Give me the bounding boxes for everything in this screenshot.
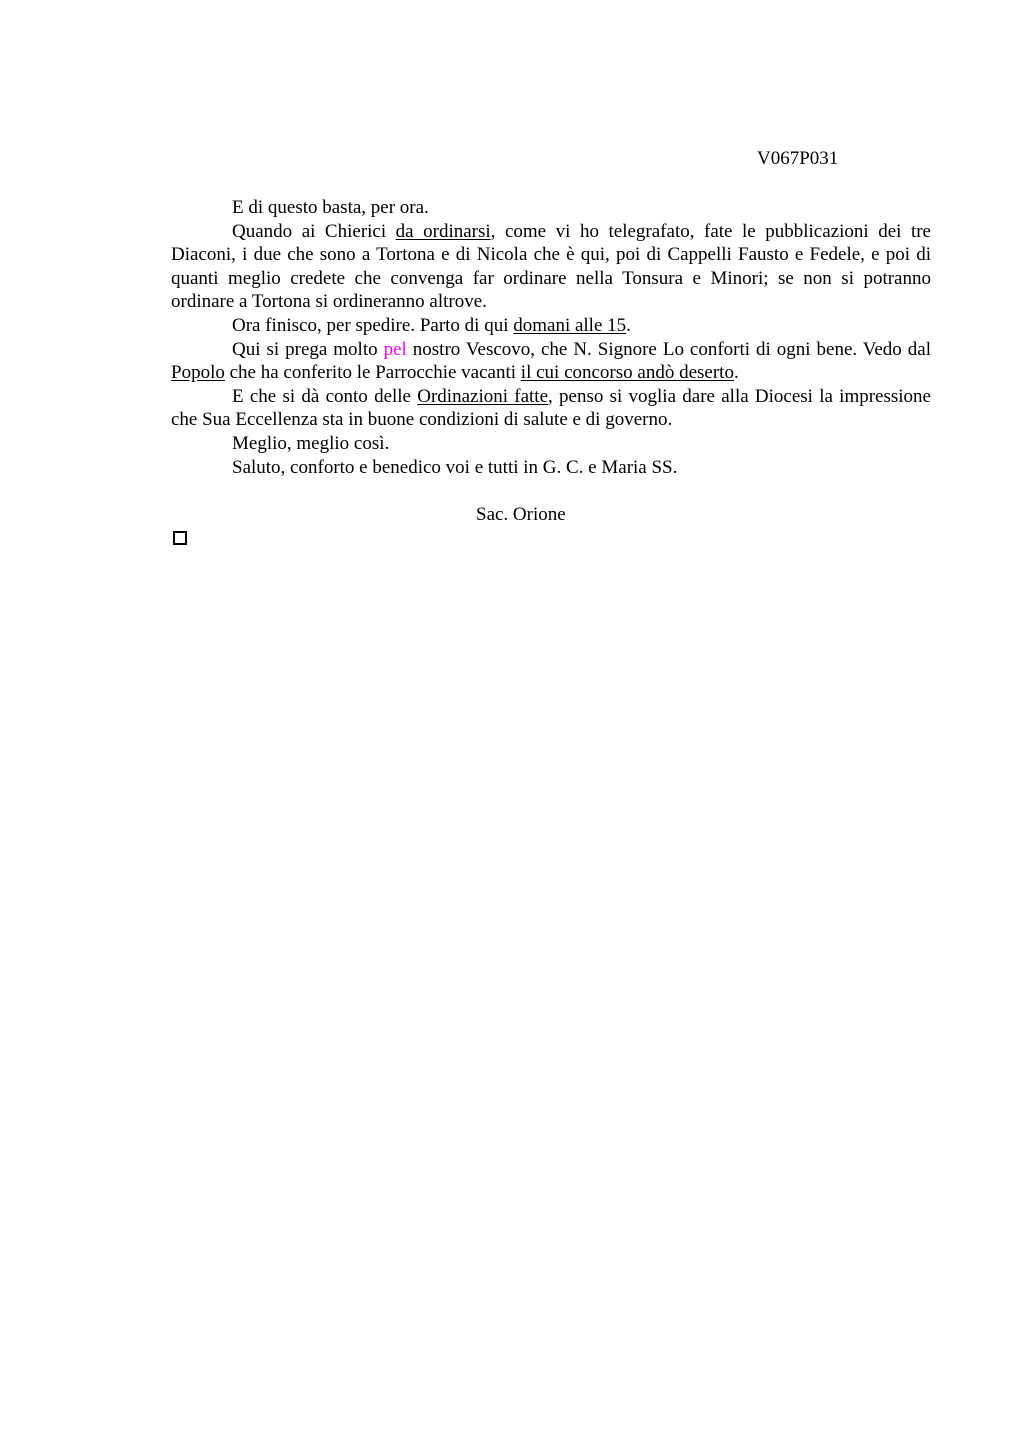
paragraph [171,385,931,432]
text-segment: Ora finisco, per spedire. Parto di qui [232,314,514,336]
text-segment: . [626,314,631,336]
text-segment: Quando ai Chierici [232,220,396,242]
text-segment: Qui si prega molto [232,338,384,360]
paragraph [171,196,931,220]
text-segment: Meglio, meglio così. [232,432,390,454]
end-marker-box [173,531,187,545]
text-segment: . [733,362,739,384]
underlined-text: da ordinarsi [395,220,491,242]
paragraph [171,432,931,456]
text-segment: nostro Vescovo, che N. Signore Lo conforti di ogni bene. Vedo dal [406,338,931,360]
signature: Sac. Orione [476,504,566,525]
page-reference: V067P031 [757,148,839,169]
highlighted-text: pel [383,338,407,360]
underlined-text: il cui concorso andò deserto [520,362,734,384]
underlined-text: domani alle 15 [513,314,627,336]
paragraph [171,314,931,338]
paragraph [171,338,931,385]
paragraph [171,456,931,480]
underlined-text: Ordinazioni fatte [417,385,549,407]
text-segment: che ha conferito le Parrocchie vacanti [224,362,521,384]
text-segment: E di questo basta, per ora. [232,197,429,218]
paragraph [171,220,931,314]
text-segment: Saluto, conforto e benedico voi e tutti in G. C. e Maria SS. [232,456,678,478]
underlined-text: Popolo [171,362,225,384]
text-segment: E che si dà conto delle [232,385,418,407]
text-segment: , come vi ho telegrafato, fate le pubblicazioni dei tre Diaconi, i due che sono a Tortona e di Nicola che è qui, poi di Cappelli Fausto e Fedele, e poi di quanti meglio credete che convenga far ordinare nella Tonsura e Minori; se non si potranno ordinare a Tortona si ordineranno altrove. [171,220,931,313]
text-segment: , penso si voglia dare alla Diocesi la impressione che Sua Eccellenza sta in buone condizioni di salute e di governo. [171,385,931,431]
letter-body [171,196,931,479]
